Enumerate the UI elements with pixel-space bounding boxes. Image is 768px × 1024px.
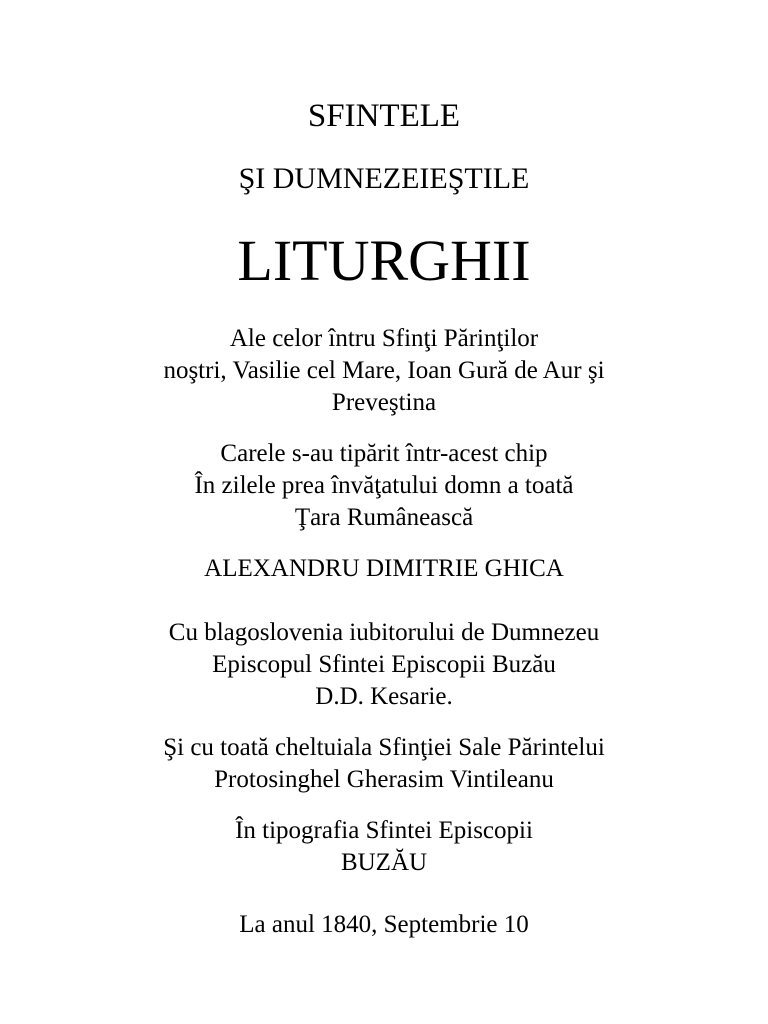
- authors-line: Ale celor întru Sfinţi Părinţilor: [229, 325, 539, 352]
- printing-note-line: Carele s-au tipărit într-acest chip: [220, 440, 548, 467]
- sponsor-line: Protosinghel Gherasim Vintileanu: [214, 766, 554, 793]
- heading-line-1: SFINTELE: [307, 98, 461, 134]
- press-line: În tipografia Sfintei Episcopii: [235, 817, 533, 844]
- printing-note-line: În zilele prea învăţatului domn a toată: [194, 472, 574, 499]
- blessing-line: Episcopul Sfintei Episcopii Buzău: [212, 651, 556, 678]
- main-title: LITURGHII: [237, 228, 531, 293]
- blessing-line: Cu blagoslovenia iubitorului de Dumnezeu: [168, 619, 600, 646]
- printing-note-line: Ţara Rumânească: [294, 504, 474, 531]
- sponsor-line: Şi cu toată cheltuiala Sfinţiei Sale Părintelui: [163, 734, 605, 761]
- publication-date: La anul 1840, Septembrie 10: [239, 911, 529, 938]
- blessing-line: D.D. Kesarie.: [315, 683, 453, 710]
- authors-line: noştri, Vasilie cel Mare, Ioan Gură de Aur şi: [163, 357, 605, 384]
- press-city: BUZĂU: [340, 849, 428, 876]
- heading-line-2: ŞI DUMNEZEIEŞTILE: [238, 162, 530, 195]
- ruler-name: ALEXANDRU DIMITRIE GHICA: [204, 555, 564, 582]
- authors-line: Preveştina: [331, 389, 437, 416]
